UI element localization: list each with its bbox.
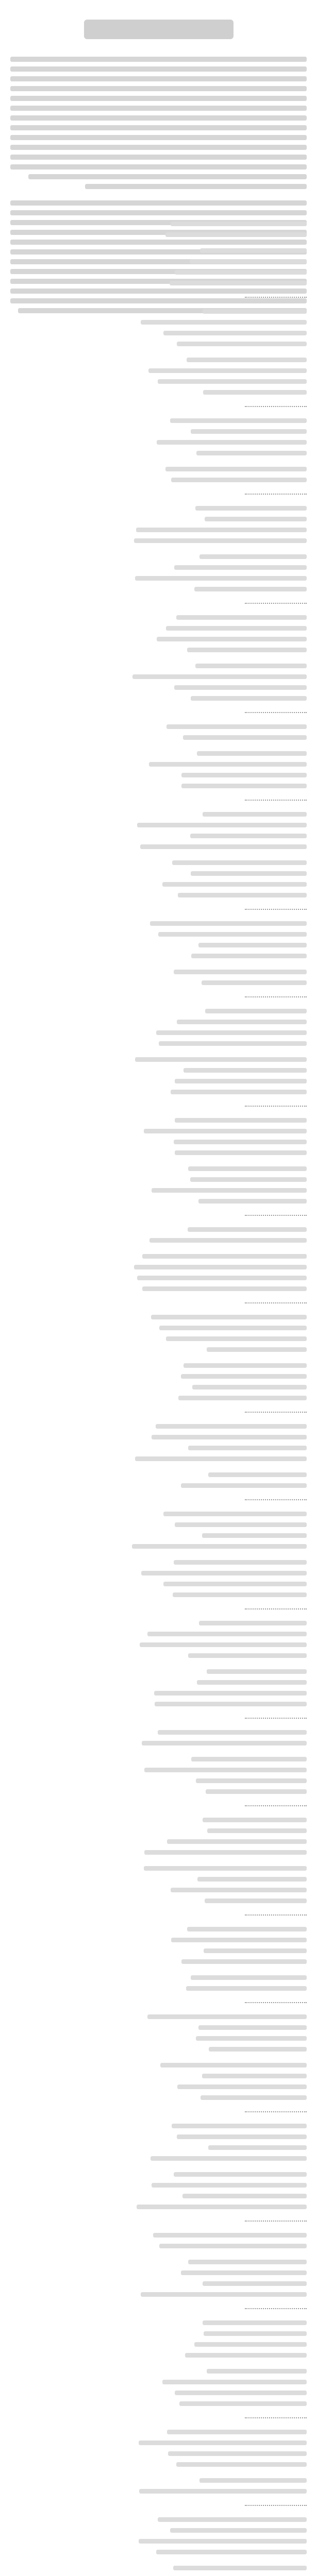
poem-line: [158, 1730, 307, 1735]
poem-line: [175, 1150, 307, 1155]
title-glyph-placeholder: [84, 20, 233, 39]
prose-line: [10, 210, 307, 215]
prose-line: [10, 200, 307, 206]
poem-line: [137, 823, 307, 827]
poem-line: [196, 1778, 307, 1783]
poem-stanza: [10, 2124, 307, 2161]
stanza-divider: [245, 2308, 307, 2309]
poem-stanza: [10, 1472, 307, 1488]
poem-stanza: [10, 2320, 307, 2358]
poem-stanza: [10, 2478, 307, 2494]
poem-line: [170, 418, 307, 423]
poem-line: [134, 1265, 307, 1269]
poem-line: [141, 1571, 307, 1575]
poem-line: [208, 2145, 307, 2150]
poem-stanza: [10, 358, 307, 395]
poem-line: [191, 1975, 307, 1980]
poem-line: [207, 2369, 307, 2374]
poem-line: [199, 1621, 307, 1625]
poem-line: [168, 2451, 307, 2456]
poem-line: [157, 440, 307, 445]
poem-line: [160, 2063, 307, 2067]
prose-line: [10, 66, 307, 72]
poem-line: [159, 2244, 307, 2248]
prose-line: [10, 135, 307, 140]
poem-stanza: [10, 1730, 307, 1745]
poem-stanza: [10, 1818, 307, 1855]
poem-line: [187, 1927, 307, 1931]
poem-stanza: [10, 2517, 307, 2554]
prose-line: [28, 174, 307, 179]
poem-line: [157, 637, 307, 641]
poem-stanza: [10, 554, 307, 591]
poem-line: [202, 980, 307, 985]
poem-line: [191, 696, 307, 701]
poem-line: [175, 2391, 307, 2395]
poem-line: [174, 2172, 307, 2177]
poem-line: [154, 1691, 307, 1696]
poem-stanza: [10, 1927, 307, 1964]
poem-line: [177, 342, 307, 346]
poem-line: [175, 1118, 307, 1123]
poem-line: [199, 2478, 307, 2483]
poem-line: [144, 1129, 307, 1133]
poem-line: [204, 1948, 307, 1953]
poem-line: [203, 812, 307, 817]
poem-line: [166, 1336, 307, 1341]
poem-line: [150, 921, 307, 926]
poem-stanza: [10, 1975, 307, 1991]
poem-stanza: [10, 1009, 307, 1046]
poem-stanza: [10, 664, 307, 701]
poem-line: [153, 2233, 307, 2238]
poem-line: [181, 773, 307, 777]
poem-line: [177, 2134, 307, 2139]
poem-line: [137, 1276, 307, 1280]
poem-line: [177, 2084, 307, 2089]
poem-line: [172, 860, 307, 865]
poem-stanza: [10, 970, 307, 985]
poem-line: [191, 954, 307, 958]
poem-line: [177, 1020, 307, 1024]
prose-line: [10, 76, 307, 81]
poem-line: [181, 2270, 307, 2275]
stanza-divider: [245, 1499, 307, 1500]
poem-line: [135, 576, 307, 581]
poem-stanza: [10, 467, 307, 482]
prose-line: [10, 86, 307, 91]
poem-line: [162, 882, 307, 887]
poem-line: [175, 1522, 307, 1527]
poem-line: [196, 2036, 307, 2041]
poem-stanza: [10, 2063, 307, 2100]
poem-line: [139, 2539, 307, 2544]
poem-line: [147, 1632, 307, 1636]
poem-stanza: [10, 1363, 307, 1400]
poem-line: [201, 2095, 307, 2100]
poem-stanza: [10, 2014, 307, 2052]
poem-line: [191, 1757, 307, 1761]
poem-stanza: [10, 1512, 307, 1549]
poem-line: [140, 844, 307, 849]
stanza-divider: [245, 2417, 307, 2418]
poem-stanza: [10, 724, 307, 740]
poem-line: [203, 390, 307, 395]
poem-line: [203, 2320, 307, 2325]
poem-line: [139, 2489, 307, 2494]
poem-line: [188, 2260, 307, 2264]
poem-line: [176, 2462, 307, 2467]
poem-line: [142, 1286, 307, 1291]
poem-line: [163, 331, 307, 335]
poem-stanza: [10, 506, 307, 543]
poem-line: [176, 615, 307, 620]
poem-line: [185, 2353, 307, 2358]
poem-line: [144, 1768, 307, 1772]
poem-section: [10, 222, 307, 2576]
poem-line: [152, 1435, 307, 1439]
poem-stanza: [10, 1866, 307, 1903]
poem-line: [175, 270, 307, 275]
stanza-divider: [245, 1805, 307, 1806]
stanza-divider: [245, 2505, 307, 2506]
poem-line: [158, 932, 307, 937]
poem-line: [173, 1592, 307, 1597]
poem-stanza: [10, 1621, 307, 1658]
poem-stanza: [10, 2233, 307, 2248]
poem-line: [197, 1877, 307, 1882]
poem-line: [170, 2528, 307, 2533]
poem-line: [171, 222, 307, 226]
poem-stanza: [10, 615, 307, 652]
poem-line: [195, 664, 307, 668]
poem-line: [159, 1326, 307, 1330]
prose-line: [10, 57, 307, 62]
stanza-divider: [245, 1412, 307, 1413]
poem-line: [188, 1227, 307, 1232]
stanza-divider: [245, 603, 307, 604]
poem-stanza: [10, 1118, 307, 1155]
poem-line: [182, 2194, 307, 2198]
poem-line: [140, 1642, 307, 1647]
poem-line: [205, 1899, 307, 1903]
poem-stanza: [10, 1315, 307, 1352]
poem-line: [141, 320, 307, 325]
stanza-divider: [245, 1914, 307, 1916]
poem-stanza: [10, 1669, 307, 1706]
poem-line: [175, 1079, 307, 1083]
poem-line: [204, 2331, 307, 2336]
poem-line: [181, 1374, 307, 1379]
poem-stanza: [10, 1166, 307, 1204]
article-title: [0, 10, 317, 46]
stanza-divider: [245, 1215, 307, 1216]
poem-stanza: [10, 921, 307, 958]
prose-line: [10, 164, 307, 170]
poem-line: [166, 626, 307, 631]
poem-line: [203, 309, 307, 314]
poem-line: [156, 1424, 307, 1429]
poem-line: [151, 2156, 307, 2161]
poem-line: [166, 724, 307, 729]
poem-line: [197, 751, 307, 756]
poem-line: [202, 1533, 307, 1538]
stanza-divider: [245, 996, 307, 997]
poem-stanza: [10, 1227, 307, 1243]
poem-line: [144, 1866, 307, 1871]
poem-stanza: [10, 309, 307, 346]
poem-line: [158, 379, 307, 384]
poem-line: [205, 517, 307, 521]
poem-line: [137, 2205, 307, 2209]
poem-line: [171, 478, 307, 482]
poem-line: [165, 467, 307, 471]
poem-line: [163, 1582, 307, 1586]
poem-stanza: [10, 2369, 307, 2406]
poem-line: [163, 1512, 307, 1516]
poem-line: [171, 1938, 307, 1942]
poem-line: [179, 2401, 307, 2406]
stanza-divider: [245, 2002, 307, 2003]
poem-line: [171, 1888, 307, 1892]
poem-line: [152, 1188, 307, 1193]
poem-line: [207, 1347, 307, 1352]
poem-line: [172, 2124, 307, 2128]
poem-line: [203, 2281, 307, 2286]
prose-line: [10, 145, 307, 150]
poem-line: [187, 358, 307, 362]
poem-line: [149, 762, 307, 767]
poem-line: [135, 1456, 307, 1461]
poem-line: [191, 871, 307, 876]
stanza-divider: [245, 1718, 307, 1719]
poem-line: [206, 1789, 307, 1794]
poem-line: [132, 674, 307, 679]
prose-line: [10, 125, 307, 130]
poem-line: [186, 1986, 307, 1991]
poem-line: [183, 1363, 307, 1368]
poem-line: [183, 1068, 307, 1073]
poem-line: [194, 2342, 307, 2347]
poem-stanza: [10, 418, 307, 455]
stanza-divider: [245, 2111, 307, 2112]
poem-line: [194, 587, 307, 591]
stanza-divider: [245, 406, 307, 407]
poem-line: [158, 2517, 307, 2522]
poem-line: [207, 1828, 307, 1833]
poem-line: [174, 565, 307, 570]
poem-line: [202, 2074, 307, 2078]
poem-line: [149, 1238, 307, 1243]
poem-line: [170, 281, 307, 285]
poem-line: [208, 1472, 307, 1477]
poem-stanza: [10, 1424, 307, 1461]
poem-line: [174, 970, 307, 974]
poem-line: [181, 1959, 307, 1964]
poem-line: [199, 554, 307, 559]
poem-stanza: [10, 2430, 307, 2467]
stanza-divider: [245, 909, 307, 910]
poem-line: [165, 232, 307, 237]
poem-line: [178, 1396, 307, 1400]
poem-line: [148, 368, 307, 373]
poem-line: [191, 429, 307, 434]
poem-line: [156, 2550, 307, 2554]
poem-line: [178, 893, 307, 897]
poem-line: [152, 2183, 307, 2188]
stanza-divider: [245, 494, 307, 495]
poem-line: [198, 2025, 307, 2030]
poem-line: [139, 2441, 307, 2445]
prose-line: [10, 106, 307, 111]
stanza-divider: [245, 1302, 307, 1303]
poem-line: [192, 1385, 307, 1389]
prose-line: [10, 115, 307, 121]
poem-line: [167, 2430, 307, 2434]
prose-line: [85, 184, 307, 189]
poem-line: [203, 1818, 307, 1822]
poem-line: [174, 685, 307, 690]
stanza-divider: [245, 297, 307, 298]
poem-line: [190, 259, 307, 264]
poem-stanza: [10, 1757, 307, 1794]
poem-line: [159, 1041, 307, 1046]
poem-stanza: [10, 1254, 307, 1291]
poem-line: [151, 1315, 307, 1319]
prose-line: [10, 96, 307, 101]
poem-stanza: [10, 860, 307, 897]
poem-line: [134, 538, 307, 543]
stanza-divider: [245, 1106, 307, 1107]
stanza-divider: [245, 1608, 307, 1609]
poem-stanza: [10, 1057, 307, 1094]
poem-stanza: [10, 1560, 307, 1597]
poem-line: [195, 506, 307, 511]
poem-line: [198, 1199, 307, 1204]
poem-line: [141, 2292, 307, 2297]
stanza-divider: [245, 712, 307, 713]
poem-line: [209, 2047, 307, 2052]
poem-line: [200, 248, 307, 253]
poem-line: [188, 1653, 307, 1658]
poem-line: [181, 1483, 307, 1488]
poem-line: [190, 1177, 307, 1182]
poem-line: [132, 1544, 307, 1549]
poem-stanza: [10, 2172, 307, 2209]
poem-line: [135, 1057, 307, 1062]
poem-line: [183, 735, 307, 740]
poem-line: [198, 943, 307, 947]
stanza-divider: [245, 2221, 307, 2222]
poem-line: [207, 1669, 307, 1674]
poem-line: [142, 1741, 307, 1745]
poem-line: [188, 1446, 307, 1450]
poem-stanza: [10, 2260, 307, 2297]
poem-stanza: [10, 248, 307, 285]
poem-line: [147, 2014, 307, 2019]
poem-line: [173, 2566, 307, 2570]
poem-line: [162, 2380, 307, 2384]
poem-line: [155, 1702, 307, 1706]
stanza-divider: [245, 800, 307, 801]
poem-line: [174, 1140, 307, 1144]
poem-stanza: [10, 222, 307, 237]
poem-line: [196, 451, 307, 455]
poem-line: [188, 1166, 307, 1171]
poem-line: [190, 834, 307, 838]
poem-line: [205, 1009, 307, 1013]
poem-line: [187, 648, 307, 652]
poem-line: [171, 1090, 307, 1094]
poem-line: [136, 528, 307, 532]
poem-line: [142, 1254, 307, 1259]
poem-line: [144, 1850, 307, 1855]
poem-line: [197, 1680, 307, 1685]
poem-line: [156, 1030, 307, 1035]
poem-line: [167, 1839, 307, 1844]
poem-stanza: [10, 2566, 307, 2576]
poem-stanza: [10, 812, 307, 849]
poem-line: [181, 784, 307, 788]
poem-stanza: [10, 751, 307, 788]
prose-line: [10, 155, 307, 160]
poem-line: [174, 1560, 307, 1565]
